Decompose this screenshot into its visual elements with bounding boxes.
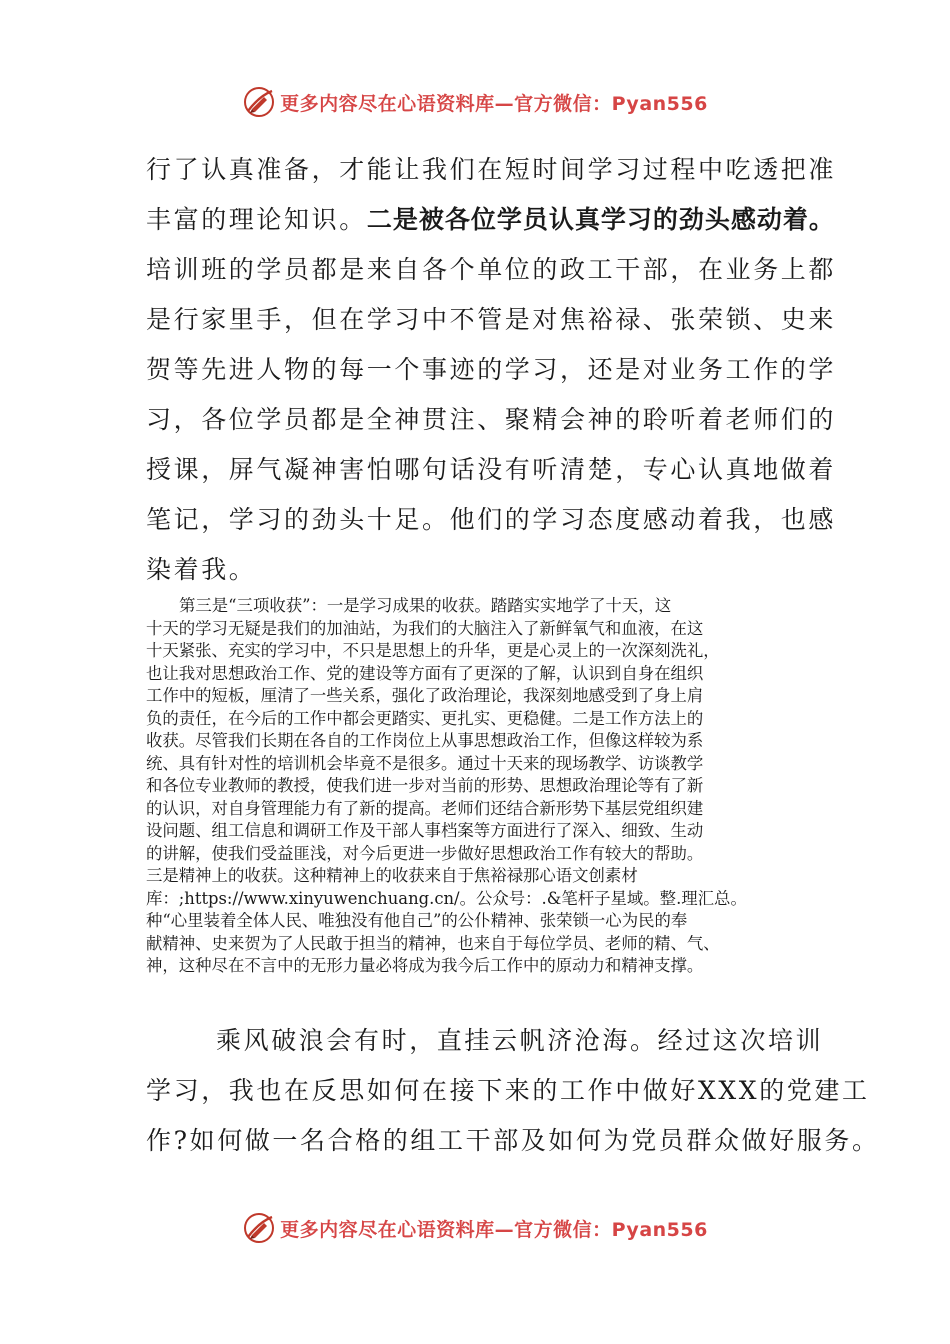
p2-line: 十天的学习无疑是我们的加油站，为我们的大脑注入了新鲜氧气和血液，在这 [146,618,704,638]
p1-line-6: 习，各位学员都是全神贯注、聚精会神的聆听着老师们的 [146,405,837,434]
p2-line: 的认识，对自身管理能力有了新的提高。老师们还结合新形势下基层党组织建 [146,798,704,818]
p1-line-1: 行了认真准备，才能让我们在短时间学习过程中吃透把准 [146,155,837,184]
p2-line: 统、具有针对性的培训机会毕竟不是很多。通过十天来的现场教学、访谈教学 [146,753,704,773]
header-banner-text: 更多内容尽在心语资料库—官方微信：Pyan556 [280,92,708,115]
p2-line: 库：;https://www.xinyuwenchuang.cn/。公众号：.&笔杆子星域。整.理汇总。 [146,888,747,908]
p3-line-2: 学习，我也在反思如何在接下来的工作中做好XXX的党建工 [146,1076,870,1105]
p1-line-9: 染着我。 [146,555,257,584]
p2-line: 神，这种尽在不言中的无形力量必将成为我今后工作中的原动力和精神支撑。 [146,956,704,975]
paragraph-3 [146,1016,880,1166]
p2-line: 第三是“三项收获”：一是学习成果的收获。踏踏实实地学了十天，这 [179,596,672,615]
p2-line: 种“心里装着全体人民、唯独没有他自己”的公仆精神、张荣锁一心为民的奉 [146,911,688,930]
p3-line-3: 作?如何做一名合格的组工干部及如何为党员群众做好服务。 [146,1126,880,1155]
paragraph-2 [146,595,808,978]
pen-circle-logo-icon [242,85,276,119]
p1-line-2 [146,195,835,245]
p1-line-2-normal: 丰富的理论知识。 [146,205,367,234]
p2-line: 收获。尽管我们长期在各自的工作岗位上从事思想政治工作，但像这样较为系 [146,731,704,750]
p2-line: 负的责任，在今后的工作中都会更踏实、更扎实、更稳健。二是工作方法上的 [146,708,704,728]
footer-banner [0,1208,950,1248]
p1-line-8: 笔记，学习的劲头十足。他们的学习态度感动着我，也感 [146,505,837,534]
p2-line: 十天紧张、充实的学习中，不只是思想上的升华，更是心灵上的一次深刻洗礼， [146,641,720,660]
p2-line: 献精神、史来贺为了人民敢于担当的精神，也来自于每位学员、老师的精、气、 [146,933,720,953]
header-banner [0,82,950,122]
pen-circle-logo-icon [242,1211,276,1245]
p1-line-3: 培训班的学员都是来自各个单位的政工干部，在业务上都 [146,255,837,284]
p3-line-1: 乘风破浪会有时，直挂云帆济沧海。经过这次培训 [216,1026,824,1055]
p2-line: 也让我对思想政治工作、党的建设等方面有了更深的了解，认识到自身在组织 [146,663,704,683]
p1-line-7: 授课，屏气凝神害怕哪句话没有听清楚，专心认真地做着 [146,455,837,484]
footer-banner-text: 更多内容尽在心语资料库—官方微信：Pyan556 [280,1218,708,1241]
p1-line-5: 贺等先进人物的每一个事迹的学习，还是对业务工作的学 [146,355,837,384]
p2-line: 工作中的短板，厘清了一些关系，强化了政治理论，我深刻地感受到了身上肩 [146,686,704,705]
p2-line: 设问题、组工信息和调研工作及干部人事档案等方面进行了深入、细致、生动 [146,821,704,840]
p1-line-2-bold: 二是被各位学员认真学习的劲头感动着。 [366,205,835,234]
paragraph-1 [146,145,837,595]
p1-line-4: 是行家里手，但在学习中不管是对焦裕禄、张荣锁、史来 [146,305,837,334]
p2-line: 和各位专业教师的教授，使我们进一步对当前的形势、思想政治理论等有了新 [146,776,704,795]
p2-line: 的讲解，使我们受益匪浅，对今后更进一步做好思想政治工作有较大的帮助。 [146,843,704,863]
p2-line: 三是精神上的收获。这种精神上的收获来自于焦裕禄那心语文创素材 [146,866,638,885]
